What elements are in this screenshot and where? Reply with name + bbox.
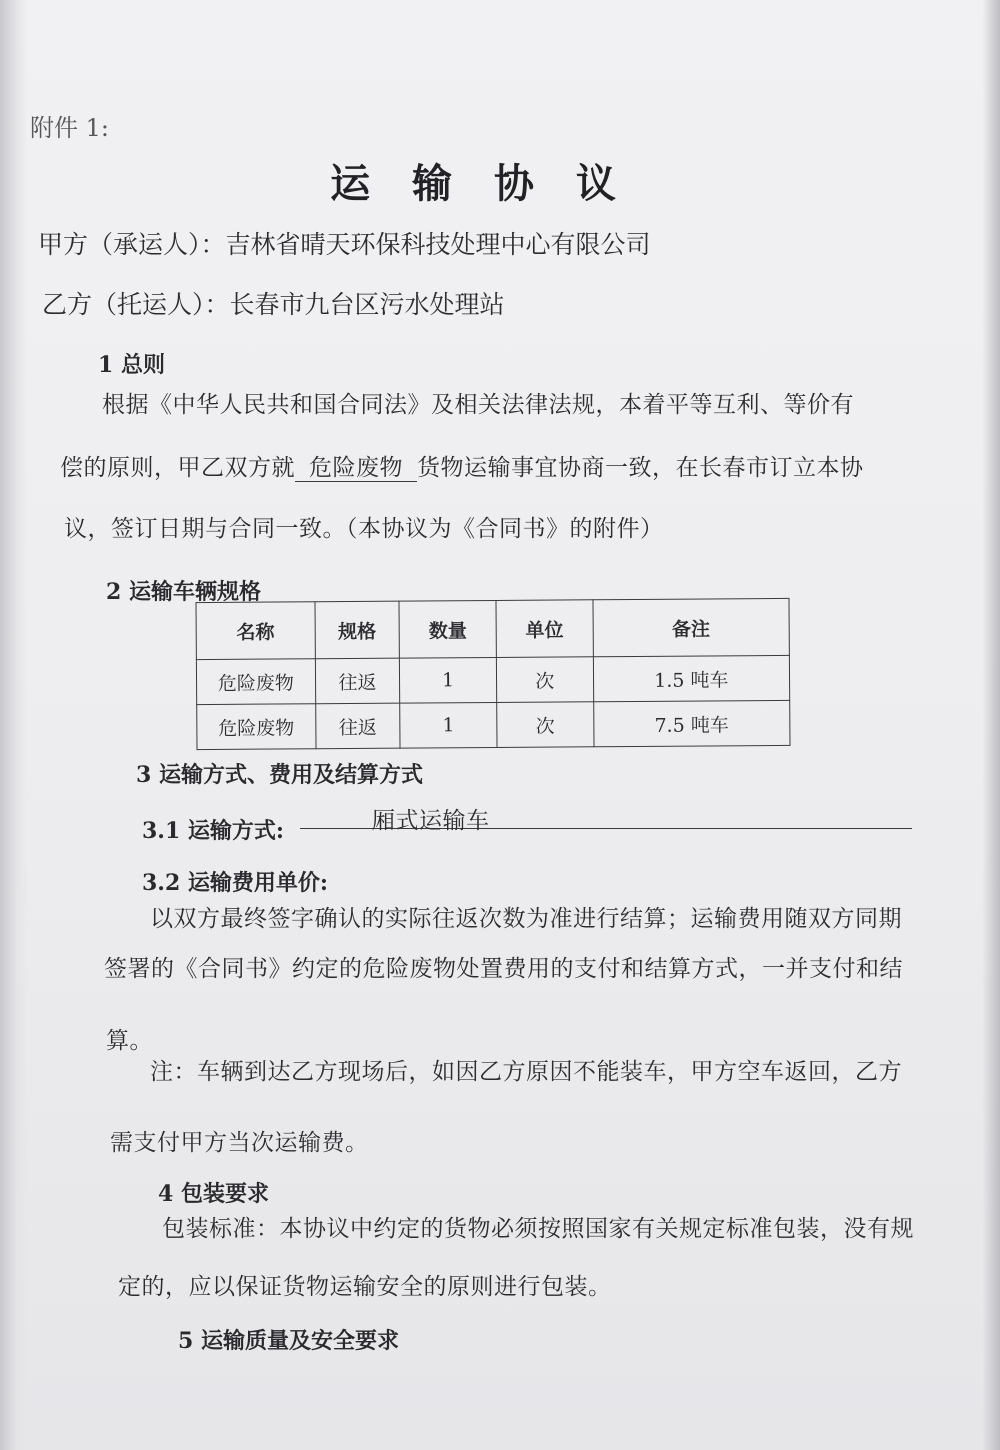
table-cell: 次 bbox=[497, 702, 594, 748]
table-cell: 往返 bbox=[315, 703, 400, 749]
column-header: 备注 bbox=[593, 598, 790, 656]
column-header: 规格 bbox=[315, 601, 400, 659]
section3-heading: 3 运输方式、费用及结算方式 bbox=[136, 762, 423, 788]
section31-label: 3.1 运输方式: bbox=[142, 818, 285, 844]
section4-line2: 定的，应以保证货物运输安全的原则进行包装。 bbox=[118, 1274, 612, 1300]
section1-line2-suffix: 货物运输事宜协商一致，在长春市订立本协 bbox=[417, 455, 864, 481]
table-row bbox=[197, 700, 790, 749]
section1-line1: 根据《中华人民共和国合同法》及相关法律法规，本着平等互利、等价有 bbox=[102, 392, 854, 418]
section32-line3: 算。 bbox=[106, 1028, 153, 1054]
section4-heading: 4 包装要求 bbox=[158, 1181, 269, 1207]
attachment-label: 附件 1: bbox=[30, 114, 109, 142]
section1-line2-prefix: 偿的原则，甲乙双方就 bbox=[60, 455, 295, 481]
table-cell: 1.5 吨车 bbox=[593, 655, 790, 701]
table-cell: 危险废物 bbox=[196, 659, 315, 705]
section5-heading: 5 运输质量及安全要求 bbox=[178, 1328, 399, 1354]
column-header: 名称 bbox=[196, 602, 315, 660]
section4-line1: 包装标准：本协议中约定的货物必须按照国家有关规定标准包装，没有规 bbox=[162, 1216, 914, 1242]
table-cell: 次 bbox=[496, 657, 593, 703]
table-row bbox=[196, 655, 789, 704]
document-title: 运 输 协 议 bbox=[330, 160, 630, 207]
vehicle-spec-table bbox=[195, 598, 790, 750]
transport-mode-value: 厢式运输车 bbox=[372, 808, 490, 834]
table-cell: 1 bbox=[400, 657, 497, 703]
note-line2: 需支付甲方当次运输费。 bbox=[110, 1130, 369, 1156]
note-line1: 注：车辆到达乙方现场后，如因乙方原因不能装车，甲方空车返回，乙方 bbox=[150, 1059, 902, 1085]
column-header: 数量 bbox=[399, 600, 496, 658]
goods-underlined: 危险废物 bbox=[295, 455, 417, 482]
table-cell: 7.5 吨车 bbox=[593, 700, 790, 746]
section1-line2 bbox=[60, 449, 864, 482]
section32-label: 3.2 运输费用单价: bbox=[142, 870, 329, 896]
party-b: 乙方（托运人）：长春市九台区污水处理站 bbox=[42, 290, 505, 319]
section32-line2: 签署的《合同书》约定的危险废物处置费用的支付和结算方式，一并支付和结 bbox=[104, 956, 903, 982]
section32-line1: 以双方最终签字确认的实际往返次数为准进行结算；运输费用随双方同期 bbox=[150, 906, 902, 932]
table-cell: 1 bbox=[400, 702, 497, 748]
table-header-row bbox=[196, 598, 789, 659]
section1-heading: 1 总则 bbox=[98, 352, 165, 378]
table-cell: 危险废物 bbox=[197, 704, 316, 750]
column-header: 单位 bbox=[496, 600, 593, 658]
section2-heading: 2 运输车辆规格 bbox=[106, 579, 261, 605]
party-a: 甲方（承运人）：吉林省晴天环保科技处理中心有限公司 bbox=[38, 230, 651, 259]
section1-line3: 议，签订日期与合同一致。（本协议为《合同书》的附件） bbox=[64, 516, 664, 542]
table-cell: 往返 bbox=[315, 658, 400, 704]
